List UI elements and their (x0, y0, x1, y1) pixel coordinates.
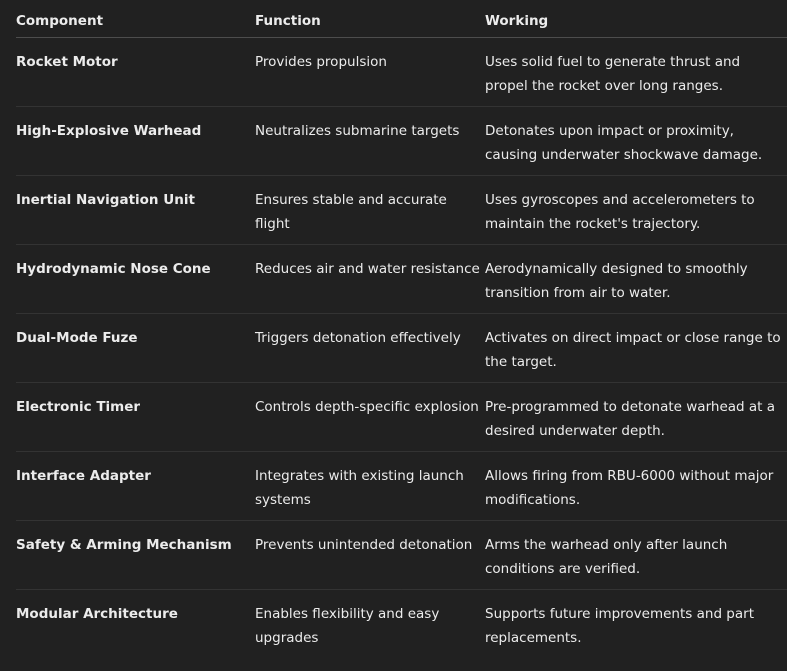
table-row (16, 590, 787, 659)
cell-function: Reduces air and water resistance (255, 245, 485, 314)
cell-component: Dual-Mode Fuze (16, 314, 255, 383)
table-row (16, 452, 787, 521)
cell-working: Uses gyroscopes and accelerometers to maintain the rocket's trajectory. (485, 176, 787, 245)
table-header (16, 0, 787, 38)
table-row (16, 521, 787, 590)
header-row (16, 0, 787, 38)
cell-function: Ensures stable and accurate flight (255, 176, 485, 245)
cell-function: Controls depth-specific explosion (255, 383, 485, 452)
cell-component: Hydrodynamic Nose Cone (16, 245, 255, 314)
table-row (16, 176, 787, 245)
cell-working: Pre-programmed to detonate warhead at a desired underwater depth. (485, 383, 787, 452)
table-row (16, 245, 787, 314)
cell-working: Aerodynamically designed to smoothly transition from air to water. (485, 245, 787, 314)
cell-component: Interface Adapter (16, 452, 255, 521)
table-row (16, 38, 787, 107)
cell-function: Provides propulsion (255, 38, 485, 107)
cell-component: Rocket Motor (16, 38, 255, 107)
components-table (16, 0, 787, 658)
header-component: Component (16, 0, 255, 38)
cell-component: High-Explosive Warhead (16, 107, 255, 176)
cell-working: Arms the warhead only after launch conditions are verified. (485, 521, 787, 590)
table-body (16, 38, 787, 659)
cell-working: Supports future improvements and part replacements. (485, 606, 754, 646)
cell-function: Integrates with existing launch systems (255, 452, 485, 521)
cell-working: Activates on direct impact or close range to the target. (485, 314, 787, 383)
table-row (16, 107, 787, 176)
cell-function: Enables flexibility and easy upgrades (255, 606, 440, 646)
cell-component: Safety & Arming Mechanism (16, 521, 255, 590)
cell-function: Prevents unintended detonation (255, 521, 485, 590)
cell-function: Triggers detonation effectively (255, 314, 485, 383)
cell-function: Neutralizes submarine targets (255, 107, 485, 176)
cell-working: Detonates upon impact or proximity, causing underwater shockwave damage. (485, 107, 787, 176)
cell-component: Inertial Navigation Unit (16, 176, 255, 245)
table-row (16, 383, 787, 452)
cell-component: Modular Architecture (16, 606, 178, 622)
cell-working: Allows firing from RBU-6000 without major modifications. (485, 452, 787, 521)
header-function: Function (255, 0, 485, 38)
cell-component: Electronic Timer (16, 383, 255, 452)
cell-working: Uses solid fuel to generate thrust and propel the rocket over long ranges. (485, 38, 787, 107)
header-working: Working (485, 0, 787, 38)
table-row (16, 314, 787, 383)
